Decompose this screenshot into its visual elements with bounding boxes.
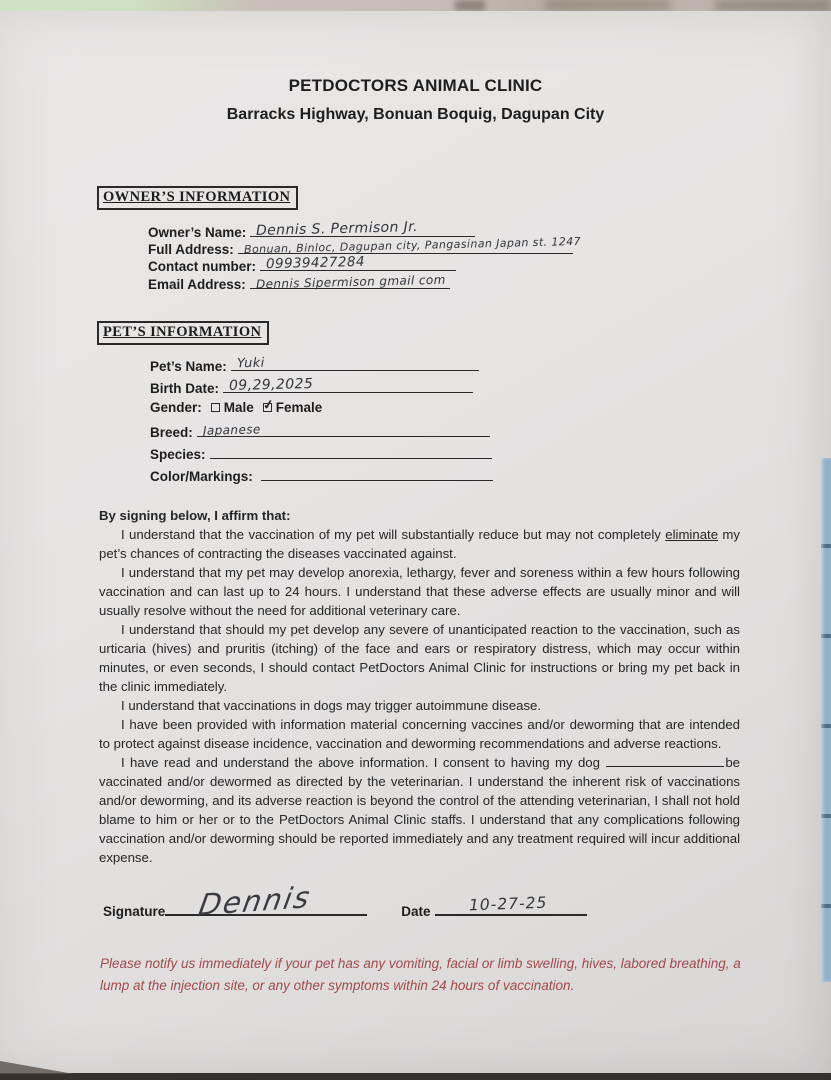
dog-name-blank-line [606, 754, 724, 767]
birth-date-line [223, 375, 473, 395]
color-markings-label: Color/Markings: [150, 469, 253, 484]
female-checkmark: ✓ [261, 396, 275, 413]
contact-number-line [260, 256, 456, 271]
email-address-line [250, 274, 450, 289]
pet-information-heading: PET’S INFORMATION [97, 321, 269, 345]
background-smudge [715, 0, 831, 11]
pet-name-handwritten-value: Yuki [236, 355, 265, 372]
signature-label: Signature [103, 904, 166, 919]
paragraph-1-text-after: my pet’s chances of contracting the diseases vaccinated against. [99, 527, 740, 561]
affirmation-paragraph-1 [99, 525, 740, 563]
consent-text-after-blank: be vaccinated and/or dewormed as directed by the veterinarian. I understand the inherent risk of vaccinations and/or deworming, and its adverse reaction is beyond the control of the attending veterinarian, I shall not hold blame to him or her or to the PetDoctors Animal Clinic staffs. I understand that any complications following vaccination and/or deworming should be reported immediately and any treatment required will incur additional expense. [99, 755, 740, 865]
affirmation-paragraph-3: I understand that should my pet develop any severe of unanticipated reaction to the vaccination, such as urticaria (hives) and pruritis (itching) of the face and ears or respiratory distress, which may occur within minutes, or even seconds, I should contact PetDoctors Animal Clinic for instructions or bring my pet back in the clinic immediately. [99, 622, 740, 694]
gender-row [150, 396, 493, 422]
owner-information-heading: OWNER’S INFORMATION [97, 186, 298, 210]
species-line [210, 444, 492, 459]
owner-name-label: Owner’s Name: [148, 225, 247, 240]
female-checkbox [261, 396, 275, 413]
species-label: Species: [150, 447, 206, 462]
handwritten-date: 10-27-25 [468, 893, 548, 915]
breed-handwritten-value: Japanese [202, 422, 261, 438]
female-option-label: Female [275, 400, 323, 415]
male-checkbox [211, 403, 220, 412]
background-smudge [545, 0, 670, 10]
breed-line [197, 422, 490, 437]
blue-notebook-edge [821, 458, 831, 982]
owner-name-handwritten-value: Dennis S. Permison Jr. [256, 219, 419, 239]
affirmation-heading: By signing below, I affirm that: [99, 508, 291, 523]
pet-fields [150, 356, 493, 488]
affirmation-paragraph-5: I have been provided with information material concerning vaccines and/or deworming that are intended to protect against disease incidence, vaccination and deworming recommendations and adverse reactions. [99, 717, 740, 751]
pet-name-label: Pet’s Name: [150, 359, 227, 374]
male-option-label: Male [223, 400, 254, 415]
consent-paragraph [99, 753, 740, 867]
color-markings-row [150, 466, 493, 488]
owner-fields [148, 219, 581, 292]
contact-number-label: Contact number: [148, 259, 256, 275]
date-label: Date [401, 904, 431, 919]
handwritten-signature: Dennis [196, 879, 315, 923]
owner-name-line [250, 219, 475, 239]
signature-date-row [103, 879, 587, 923]
paragraph-1-text: I understand that the vaccination of my pet will substantially reduce but may not completely [121, 527, 666, 542]
color-markings-line [261, 466, 493, 481]
photo-bottom-background-edge [0, 1073, 831, 1080]
email-address-handwritten-value: Dennis Sipermison gmail com [255, 272, 446, 291]
date-line [435, 893, 587, 916]
consent-text-before-blank: I have read and understand the above information. I consent to having my dog [121, 755, 600, 770]
full-address-line [238, 235, 581, 257]
signature-line [165, 879, 367, 923]
birth-date-handwritten-value: 09,29,2025 [228, 375, 314, 395]
background-smudge [455, 0, 485, 11]
birth-date-label: Birth Date: [150, 381, 220, 396]
clinic-name-title: PETDOCTORS ANIMAL CLINIC [288, 76, 543, 95]
email-address-row [148, 274, 573, 291]
affirmation-section [99, 506, 740, 867]
full-address-handwritten-value: Bonuan, Binloc, Dagupan city, Pangasinan Japan st. 1247 [243, 235, 581, 257]
clinic-address-subtitle: Barracks Highway, Bonuan Boquig, Dagupan City [226, 106, 605, 123]
gender-label: Gender: [150, 400, 202, 415]
contact-number-row [148, 256, 573, 273]
affirmation-paragraph-2: I understand that my pet may develop anorexia, lethargy, fever and soreness within a few hours following vaccination and can last up to 24 hours. I understand that these adverse effects are usually minor and will usually resolve without the need for additional veterinary care. [99, 565, 740, 618]
breed-label: Breed: [150, 425, 193, 440]
breed-row [150, 422, 493, 444]
contact-number-handwritten-value: 09939427284 [265, 254, 366, 273]
affirmation-paragraph-4: I understand that vaccinations in dogs may trigger autoimmune disease. [121, 698, 542, 713]
pet-name-row [150, 356, 493, 378]
full-address-label: Full Address: [148, 242, 234, 258]
birth-date-row [150, 375, 493, 400]
pet-name-line [231, 356, 479, 371]
email-address-label: Email Address: [148, 276, 246, 292]
post-vaccination-notice: Please notify us immediately if your pet has any vomiting, facial or limb swelling, hives, labored breathing, a lump at the injection site, or any other symptoms within 24 hours of vaccination. [100, 956, 741, 993]
species-row [150, 444, 493, 466]
paragraph-1-underlined-word: eliminate [665, 527, 719, 542]
